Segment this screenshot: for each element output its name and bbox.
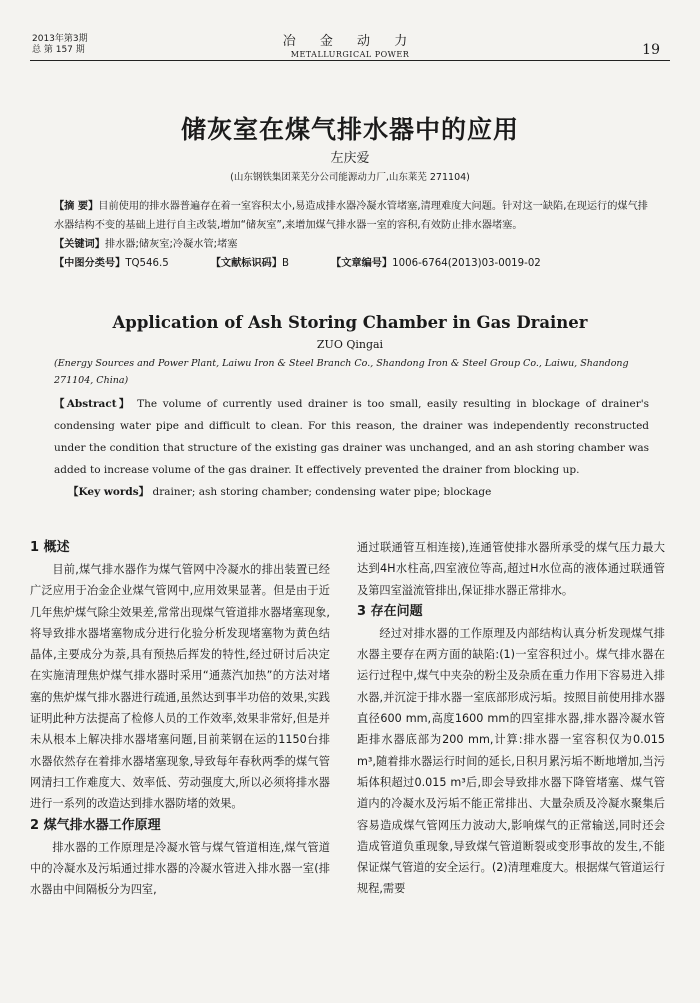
keywords-cn-text: 排水器;储灰室;冷凝水管;堵塞 bbox=[104, 239, 238, 250]
affiliation-en: (Energy Sources and Power Plant, Laiwu Iron & Steel Branch Co., Shandong Iron & Steel Group Co., Laiwu, Shandong 271104, China) bbox=[54, 358, 629, 386]
keywords-cn bbox=[54, 235, 649, 254]
affiliation-cn: (山东钢铁集团莱芜分公司能源动力厂,山东莱芜 271104) bbox=[230, 172, 470, 183]
issue-line-2: 总 第 157 期 bbox=[32, 45, 85, 55]
keywords-en-label: 【Key words】 bbox=[68, 486, 150, 498]
author-en: ZUO Qingai bbox=[316, 338, 384, 351]
abstract-en bbox=[54, 393, 649, 481]
doc-code bbox=[211, 254, 289, 273]
doc-value: B bbox=[282, 258, 290, 269]
article-value: 1006-6764(2013)03-0019-02 bbox=[392, 258, 541, 269]
body-column-left bbox=[30, 537, 330, 900]
abstract-cn-block bbox=[54, 197, 649, 273]
clc-label: 【中图分类号】 bbox=[54, 258, 126, 269]
section-1-paragraph: 目前,煤气排水器作为煤气管网中冷凝水的排出装置已经广泛应用于冶金企业煤气管网中,应用效果显著。但是由于近几年焦炉煤气除尘效果差,常常出现煤气管道排水器堵塞现象,将导致排水器堵塞物成分进行化验分析发现堵塞物为黄色结晶体,主要成分为萘,具有预热后挥发的特性,经过研讨后决定在实施清理焦炉煤气排水器时采用“通蒸汽加热”的方法对堵塞的焦炉煤气排水器进行疏通,虽然达到事半功倍的效果,实践证明此种方法提高了检修人员的工作效率,效果非常好,但是并未从根本上解决排水器堵塞问题,目前莱钢在运的1150台排水器依然存在着排水器堵塞现象,导致每年春秋两季的煤气管网清扫工作难度大、效率低、劳动强度大,所以必须将排水器进行一系列的改造达到排水器防堵的效果。 bbox=[30, 563, 330, 811]
section-heading-2: 2 煤气排水器工作原理 bbox=[30, 817, 161, 833]
clc-code bbox=[54, 254, 169, 273]
journal-name-en: METALLURGICAL POWER bbox=[290, 50, 410, 59]
journal-header bbox=[0, 30, 700, 59]
section-2-paragraph: 排水器的工作原理是冷凝水管与煤气管道相连,煤气管道中的冷凝水及污垢通过排水器的冷凝水管进入排水器一室(排水器由中间隔板分为四室, bbox=[30, 840, 330, 897]
journal-name-cn: 冶 金 动 力 bbox=[282, 34, 418, 49]
abstract-en-label: 【Abstract】 bbox=[54, 398, 132, 410]
abstract-cn-label: 【摘 要】 bbox=[54, 201, 99, 212]
keywords-cn-label: 【关键词】 bbox=[54, 239, 105, 250]
section-heading-1: 1 概述 bbox=[30, 540, 70, 555]
issue-line-1: 2013年第3期 bbox=[32, 34, 88, 44]
classification-row bbox=[54, 254, 649, 273]
section-heading-3: 3 存在问题 bbox=[357, 603, 423, 619]
header-rule bbox=[30, 60, 670, 61]
article-label: 【文章编号】 bbox=[331, 258, 393, 269]
abstract-cn-text: 目前使用的排水器普遍存在着一室容积太小,易造成排水器冷凝水管堵塞,清理难度大问题。针对这一缺陷,在现运行的煤气排水器结构不变的基础上进行自主改装,增加“储灰室”,来增加煤气排水器一室的容积,有效防止排水器堵塞。 bbox=[54, 201, 648, 231]
paper-title-cn: 储灰室在煤气排水器中的应用 bbox=[180, 115, 519, 144]
section-3-paragraph: 经过对排水器的工作原理及内部结构认真分析发现煤气排水器主要存在两方面的缺陷:(1)一室容积过小。煤气排水器在运行过程中,煤气中夹杂的粉尘及杂质在重力作用下容易进入排水器,并沉淀于排水器一室底部形成污垢。按照目前使用排水器直径600 mm,高度1600 mm的四室排水器,排水器冷凝水管距排水器底部为200 mm,计算:排水器一室容积仅为0.015 m³,随着排水器运行时间的延长,日积月累污垢不断地增加,当污垢体积超过0.015 m³后,即会导致排水器下降管堵塞、煤气管道内的冷凝水及污垢不能正常排出、大量杂质及冷凝水聚集后容易造成煤气管网压力波动大,影响煤气的正常输送,同时还会造成管道负重现象,导致煤气管道断裂或变形事故的发生,不能保证煤气管道的安全运行。(2)清理难度大。根据煤气管道运行规程,需要 bbox=[357, 626, 665, 896]
keywords-en bbox=[68, 484, 648, 499]
author-cn: 左庆爱 bbox=[330, 151, 370, 166]
page-number: 19 bbox=[642, 42, 660, 58]
abstract-en-text: The volume of currently used drainer is too small, easily resulting in blockage of drainer's condensing water pipe and difficult to clean. For this reason, the drainer was independently reconstructed under the condition that structure of the existing gas drainer was unchanged, and an ash storing chamber was added to increase volume of the gas drainer. It effectively prevented the drainer from blocking up. bbox=[54, 398, 649, 476]
section-2-paragraph-continued: 通过联通管互相连接),连通管使排水器所承受的煤气压力最大达到4H水柱高,四室液位等高,超过H水位高的液体通过联通管及第四室溢流管排出,保证排水器正常排水。 bbox=[357, 541, 665, 597]
doc-label: 【文献标识码】 bbox=[210, 258, 283, 269]
article-code bbox=[331, 254, 541, 273]
keywords-en-text: drainer; ash storing chamber; condensing water pipe; blockage bbox=[152, 486, 492, 498]
clc-value: TQ546.5 bbox=[125, 258, 169, 269]
body-column-right bbox=[357, 537, 665, 900]
paper-title-en: Application of Ash Storing Chamber in Gas Drainer bbox=[112, 313, 588, 332]
abstract-cn bbox=[54, 197, 649, 235]
